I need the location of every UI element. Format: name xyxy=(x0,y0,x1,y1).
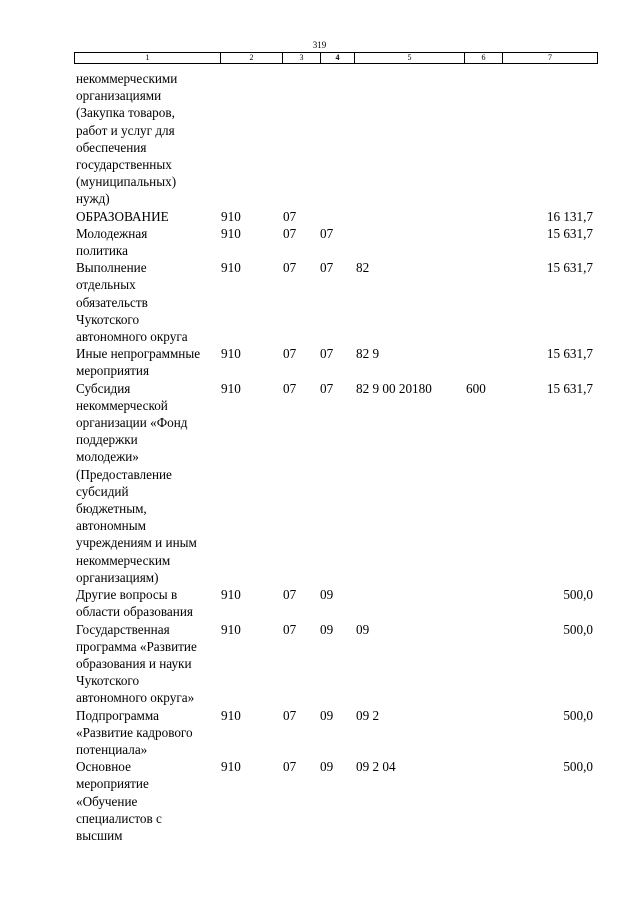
row-vr xyxy=(464,225,502,259)
row-pr: 09 xyxy=(320,759,334,775)
row-pr: 09 xyxy=(320,587,334,603)
row-name: некоммерческими организациями (Закупка товаров, работ и услуг для обеспечения государственных (муниципальных) нужд) xyxy=(76,71,178,207)
table-row xyxy=(74,586,597,620)
row-vr xyxy=(464,758,502,844)
row-csr: 82 xyxy=(356,260,370,276)
column-number-3: 3 xyxy=(283,53,321,64)
row-grbs: 910 xyxy=(221,260,241,276)
row-sum: 500,0 xyxy=(563,759,593,775)
row-vr xyxy=(464,345,502,379)
row-vr xyxy=(464,586,502,620)
row-vr xyxy=(464,70,502,208)
row-rz: 07 xyxy=(283,759,297,775)
row-sum xyxy=(502,70,597,208)
budget-table-body xyxy=(74,70,597,844)
row-rz: 07 xyxy=(283,621,297,637)
row-rz: 07 xyxy=(283,346,297,362)
row-name: ОБРАЗОВАНИЕ xyxy=(76,208,169,224)
row-name: Субсидия некоммерческой организации «Фонд поддержки молодежи» (Предоставление субсидий бюджетным, автономным учреждениям и иным некоммерческим организациям) xyxy=(76,380,197,585)
row-grbs: 910 xyxy=(221,208,241,224)
column-number-6: 6 xyxy=(465,53,503,64)
row-name: Иные непрограммные мероприятия xyxy=(76,346,201,379)
row-sum: 500,0 xyxy=(563,587,593,603)
row-name: Подпрограмма «Развитие кадрового потенциала» xyxy=(76,707,193,757)
row-csr: 82 9 00 20180 xyxy=(356,380,432,396)
row-csr xyxy=(354,208,464,225)
row-rz: 07 xyxy=(283,380,297,396)
budget-table xyxy=(74,70,597,844)
row-vr: 600 xyxy=(466,380,486,396)
column-number-2: 2 xyxy=(221,53,283,64)
row-grbs: 910 xyxy=(221,225,241,241)
table-row xyxy=(74,345,597,379)
table-row xyxy=(74,758,597,844)
row-vr xyxy=(464,259,502,345)
table-row xyxy=(74,208,597,225)
table-row xyxy=(74,621,597,707)
row-name: Государственная программа «Развитие образования и науки Чукотского автономного округа» xyxy=(76,621,197,706)
row-sum: 15 631,7 xyxy=(546,380,593,396)
table-row xyxy=(74,259,597,345)
row-csr xyxy=(354,70,464,208)
table-row xyxy=(74,225,597,259)
row-vr xyxy=(464,621,502,707)
column-number-5: 5 xyxy=(355,53,465,64)
row-pr: 07 xyxy=(320,346,334,362)
row-vr xyxy=(464,707,502,759)
row-grbs xyxy=(220,70,282,208)
row-rz: 07 xyxy=(283,707,297,723)
row-csr xyxy=(354,225,464,259)
row-sum: 15 631,7 xyxy=(546,225,593,241)
row-name: Другие вопросы в области образования xyxy=(76,587,193,620)
row-sum: 500,0 xyxy=(563,707,593,723)
column-number-row xyxy=(75,53,598,64)
row-rz: 07 xyxy=(283,260,297,276)
row-name: Основное мероприятие «Обучение специалистов с высшим xyxy=(76,759,162,843)
row-rz: 07 xyxy=(283,225,297,241)
row-rz xyxy=(282,70,320,208)
row-pr: 09 xyxy=(320,621,334,637)
row-pr xyxy=(320,70,354,208)
row-csr: 82 9 xyxy=(356,346,380,362)
column-number-1: 1 xyxy=(75,53,221,64)
row-sum: 15 631,7 xyxy=(546,260,593,276)
row-sum: 500,0 xyxy=(563,621,593,637)
row-pr xyxy=(320,208,354,225)
row-grbs: 910 xyxy=(221,707,241,723)
row-pr: 07 xyxy=(320,380,334,396)
row-pr: 07 xyxy=(320,225,334,241)
row-csr xyxy=(354,586,464,620)
row-sum: 15 631,7 xyxy=(546,346,593,362)
row-grbs: 910 xyxy=(221,346,241,362)
row-rz: 07 xyxy=(283,208,297,224)
row-pr: 07 xyxy=(320,260,334,276)
row-name: Молодежная политика xyxy=(76,225,148,259)
row-pr: 09 xyxy=(320,707,334,723)
column-number-4: 4 xyxy=(321,53,355,64)
row-vr xyxy=(464,208,502,225)
column-number-7: 7 xyxy=(503,53,598,64)
table-row xyxy=(74,70,597,208)
column-number-header xyxy=(74,52,598,64)
row-csr: 09 xyxy=(356,621,370,637)
row-grbs: 910 xyxy=(221,587,241,603)
row-grbs: 910 xyxy=(221,759,241,775)
row-csr: 09 2 04 xyxy=(356,759,396,775)
row-name: Выполнение отдельных обязательств Чукотского автономного округа xyxy=(76,260,188,345)
row-csr: 09 2 xyxy=(356,707,380,723)
row-grbs: 910 xyxy=(221,621,241,637)
page-number: 319 xyxy=(312,40,327,50)
table-row xyxy=(74,380,597,586)
row-sum: 16 131,7 xyxy=(546,208,593,224)
table-row xyxy=(74,707,597,759)
row-rz: 07 xyxy=(283,587,297,603)
row-grbs: 910 xyxy=(221,380,241,396)
